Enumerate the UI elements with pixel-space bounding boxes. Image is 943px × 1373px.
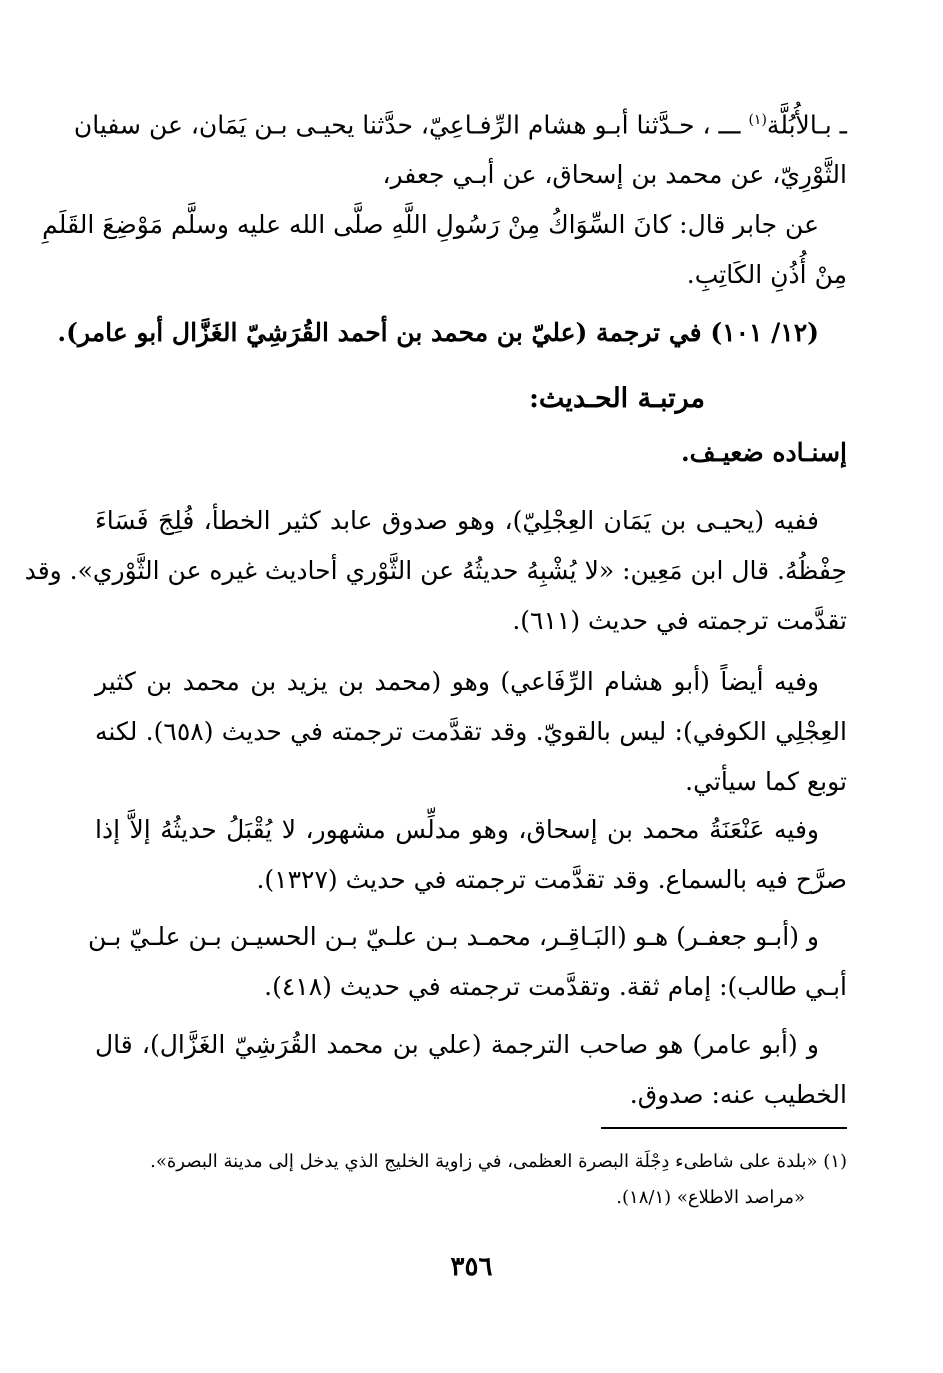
text-fragment: ـــ ، حـدَّثنا أبـو هشام الرِّفـاعِيّ، حدَّثنا يحيـى بـن يَمَان، عن سفيان <box>73 110 749 140</box>
paragraph-2 <box>95 657 847 807</box>
text-line: حِفْظُهُ. قال ابن مَعِين: «لا يُشْبِهُ حديثُهُ عن الثَّوْري أحاديث غيره عن الثَّوْري». وقد <box>24 556 847 585</box>
text-line: و (أبـو جعفـر) هـو (البَـاقِـر، محمـد بـن علـيّ بـن الحسيـن بـن علـيّ بـن <box>87 922 819 951</box>
text-line: وفيه أيضاً (أبو هشام الرِّفَاعي) وهو (محمد بن يزيد بن محمد بن كثير <box>95 667 819 696</box>
text-line: و (أبو عامر) هو صاحب الترجمة (علي بن محمد القُرَشِيّ الغَزَّال)، قال <box>95 1030 819 1059</box>
text-line: الخطيب عنه: صدوق. <box>629 1080 847 1109</box>
text-line: العِجْلِي الكوفي): ليس بالقويّ. وقد تقدَّمت ترجمته في حديث (٦٥٨). لكنه <box>95 717 847 746</box>
footnote-line: (١) «بلدة على شاطىء دِجْلَة البصرة العظمى، في زاوية الخليج الذي يدخل إلى مدينة البصرة». <box>150 1151 847 1172</box>
section-heading: مرتبـة الحـديث: <box>528 383 705 414</box>
reference-line <box>57 308 847 358</box>
text-line <box>73 95 847 150</box>
page-number: ٣٥٦ <box>450 1252 493 1282</box>
text-line: الثَّوْرِيّ، عن محمد بن إسحاق، عن أبـي جعفر، <box>382 160 847 190</box>
text-line: وفيه عَنْعَنَةُ محمد بن إسحاق، وهو مدلِّس مشهور، لا يُقْبَلُ حديثُهُ إلاَّ إذا <box>95 815 819 844</box>
footnote-marker[interactable]: (١) <box>748 112 767 128</box>
grading-subheading: إسنـاده ضعيـف. <box>680 438 847 467</box>
opening-hadith-block <box>42 95 847 300</box>
text-line: توبع كما سيأتي. <box>685 767 847 796</box>
footnote-separator <box>601 1127 847 1129</box>
text-line: مِنْ أُذُنِ الكَاتِبِ. <box>686 260 847 290</box>
paragraph-5 <box>95 1020 847 1120</box>
text-fragment: ـ بـالأُبُلَّة <box>766 110 847 140</box>
footnote-line: «مراصد الاطلاع» (١٨/١). <box>616 1187 805 1208</box>
text-line: عن جابر قال: كانَ السِّوَاكُ مِنْ رَسُولِ اللَّهِ صلَّى الله عليه وسلَّم مَوْضِعَ القَلَمِ <box>42 210 819 240</box>
footnote <box>95 1144 847 1216</box>
text-line: تقدَّمت ترجمته في حديث (٦١١). <box>512 606 847 635</box>
paragraph-3 <box>95 805 847 905</box>
paragraph-4 <box>87 912 847 1012</box>
reference-text: (١٢/ ١٠١) في ترجمة (عليّ بن محمد بن أحمد القُرَشِيّ الغَزَّال أبو عامر). <box>57 318 819 347</box>
text-line: أبـي طالب): إمام ثقة. وتقدَّمت ترجمته في حديث (٤١٨). <box>264 972 847 1001</box>
text-line: صرَّح فيه بالسماع. وقد تقدَّمت ترجمته في حديث (١٣٢٧). <box>256 865 847 894</box>
paragraph-1 <box>24 496 847 646</box>
text-line: ففيه (يحيـى بن يَمَان العِجْلِيّ)، وهو صدوق عابد كثير الخطأ، فُلِجَ فَسَاءَ <box>95 506 819 535</box>
